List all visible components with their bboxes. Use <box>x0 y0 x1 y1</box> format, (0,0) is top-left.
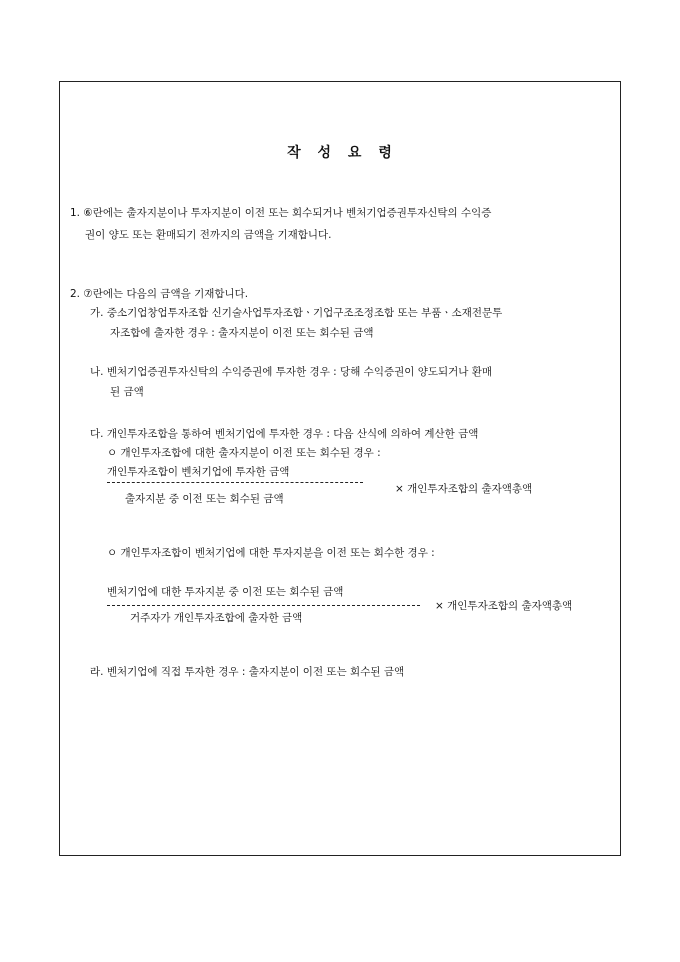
item2-ga-line1: 가. 중소기업창업투자조합 신기술사업투자조합ㆍ기업구조조정조합 또는 부품ㆍ소재전문투 <box>90 307 503 319</box>
page-title: 작 성 요 령 <box>287 145 393 161</box>
item1-line2: 권이 양도 또는 환매되기 전까지의 금액을 기재합니다. <box>85 229 332 241</box>
item2-da-case2: ㅇ 개인투자조합이 벤처기업에 대한 투자지분을 이전 또는 회수한 경우 : <box>107 547 435 559</box>
formula2-denominator: 거주자가 개인투자조합에 출자한 금액 <box>130 612 303 624</box>
item2-da-line1: 다. 개인투자조합을 통하여 벤처기업에 투자한 경우 : 다음 산식에 의하여 계산한 금액 <box>90 428 479 440</box>
item2-ga-line2: 자조합에 출자한 경우 : 출자지분이 이전 또는 회수된 금액 <box>110 327 374 339</box>
formula1-denominator: 출자지분 중 이전 또는 회수된 금액 <box>125 493 284 505</box>
formula1-multiplier: × 개인투자조합의 출자액총액 <box>395 483 533 495</box>
item2-da-case1: ㅇ 개인투자조합에 대한 출자지분이 이전 또는 회수된 경우 : <box>107 447 381 459</box>
formula1-numerator: 개인투자조합이 벤처기업에 투자한 금액 <box>107 466 290 478</box>
formula1-fraction-line <box>107 482 363 483</box>
formula2-numerator: 벤처기업에 대한 투자지분 중 이전 또는 회수된 금액 <box>107 586 344 598</box>
item1-line1: 1. ⑥란에는 출자지분이나 투자지분이 이전 또는 회수되거나 벤처기업증권투자신탁의 수익증 <box>70 207 492 219</box>
item2-intro: 2. ⑦란에는 다음의 금액을 기재합니다. <box>70 288 249 300</box>
formula2-fraction-line <box>107 605 420 606</box>
item2-na-line1: 나. 벤처기업증권투자신탁의 수익증권에 투자한 경우 : 당해 수익증권이 양도되거나 환매 <box>90 366 493 378</box>
formula2-multiplier: × 개인투자조합의 출자액총액 <box>435 600 573 612</box>
item2-ra-line1: 라. 벤처기업에 직접 투자한 경우 : 출자지분이 이전 또는 회수된 금액 <box>90 666 405 678</box>
item2-na-line2: 된 금액 <box>110 386 144 398</box>
